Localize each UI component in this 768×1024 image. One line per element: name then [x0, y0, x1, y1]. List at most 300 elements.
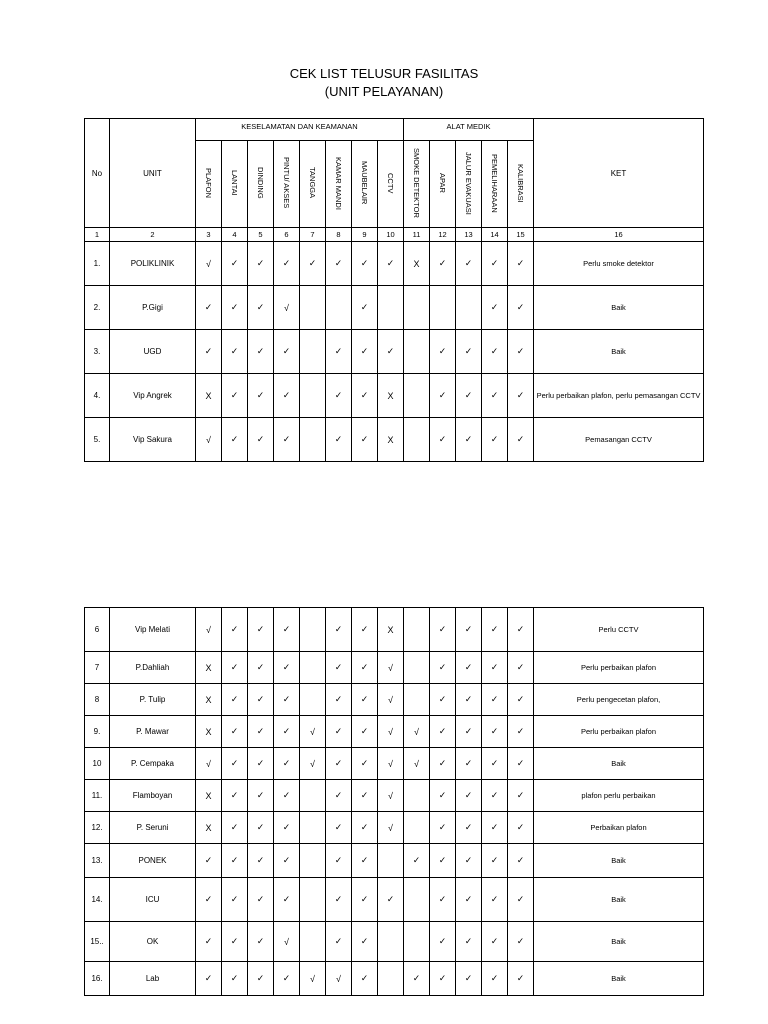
check-mark-cell: ✓	[248, 878, 274, 922]
row-unit: P. Cempaka	[110, 748, 196, 780]
check-mark-cell	[378, 286, 404, 330]
check-mark-cell: √	[274, 286, 300, 330]
check-mark-cell	[300, 374, 326, 418]
check-mark-cell: ✓	[222, 242, 248, 286]
check-mark-cell	[404, 812, 430, 844]
table-row	[85, 922, 704, 962]
check-mark-cell	[300, 684, 326, 716]
check-mark-cell: ✓	[430, 374, 456, 418]
column-number-cell: 5	[248, 228, 274, 242]
header-col-label: TANGGA	[308, 167, 317, 199]
check-mark-cell: ✓	[326, 374, 352, 418]
check-mark-cell: ✓	[326, 812, 352, 844]
check-mark-cell: ✓	[248, 962, 274, 996]
check-mark-cell: √	[196, 748, 222, 780]
check-mark-cell	[404, 878, 430, 922]
check-mark-cell: ✓	[456, 748, 482, 780]
check-mark-cell: ✓	[274, 684, 300, 716]
table-row	[85, 962, 704, 996]
check-mark-cell: √	[378, 652, 404, 684]
check-mark-cell: ✓	[222, 780, 248, 812]
check-mark-cell: ✓	[274, 844, 300, 878]
check-mark-cell: ✓	[508, 812, 534, 844]
check-mark-cell	[404, 330, 430, 374]
column-number-cell: 9	[352, 228, 378, 242]
check-mark-cell: ✓	[456, 330, 482, 374]
table-row	[85, 286, 704, 330]
check-mark-cell: ✓	[508, 242, 534, 286]
check-mark-cell: ✓	[300, 242, 326, 286]
check-mark-cell: √	[378, 780, 404, 812]
header-col-4	[222, 141, 248, 228]
column-number-cell: 8	[326, 228, 352, 242]
header-col-label: DINDING	[256, 167, 265, 199]
check-mark-cell: ✓	[430, 812, 456, 844]
check-mark-cell: ✓	[456, 844, 482, 878]
row-number: 4.	[85, 374, 110, 418]
column-number-cell: 16	[534, 228, 704, 242]
check-mark-cell: √	[404, 716, 430, 748]
header-unit: UNIT	[110, 119, 196, 228]
check-mark-cell: √	[404, 748, 430, 780]
header-no: No	[85, 119, 110, 228]
check-mark-cell: ✓	[274, 330, 300, 374]
table-row	[85, 812, 704, 844]
table-row	[85, 684, 704, 716]
check-mark-cell: ✓	[508, 716, 534, 748]
check-mark-cell: ✓	[430, 962, 456, 996]
check-mark-cell: ✓	[326, 608, 352, 652]
column-number-cell: 14	[482, 228, 508, 242]
row-number: 3.	[85, 330, 110, 374]
check-mark-cell: ✓	[430, 684, 456, 716]
check-mark-cell: ✓	[248, 374, 274, 418]
header-col-3	[196, 141, 222, 228]
check-mark-cell: ✓	[508, 844, 534, 878]
check-mark-cell: ✓	[196, 878, 222, 922]
header-ket: KET	[534, 119, 704, 228]
check-mark-cell: √	[196, 608, 222, 652]
check-mark-cell	[404, 652, 430, 684]
check-mark-cell: ✓	[508, 418, 534, 462]
check-mark-cell: ✓	[326, 684, 352, 716]
table-row	[85, 844, 704, 878]
document-title: CEK LIST TELUSUR FASILITAS	[289, 66, 479, 81]
header-col-6	[274, 141, 300, 228]
check-mark-cell: ✓	[482, 684, 508, 716]
check-mark-cell: ✓	[508, 286, 534, 330]
row-ket: Perlu smoke detektor	[534, 242, 704, 286]
check-mark-cell: √	[378, 716, 404, 748]
check-mark-cell: ✓	[326, 418, 352, 462]
row-ket: Baik	[534, 962, 704, 996]
check-mark-cell: ✓	[222, 844, 248, 878]
header-col-11	[404, 141, 430, 228]
check-mark-cell: ✓	[352, 330, 378, 374]
check-mark-cell: ✓	[508, 962, 534, 996]
check-mark-cell: ✓	[456, 418, 482, 462]
table-row	[85, 748, 704, 780]
column-number-cell: 11	[404, 228, 430, 242]
check-mark-cell: ✓	[482, 716, 508, 748]
check-mark-cell: ✓	[430, 922, 456, 962]
check-mark-cell: ✓	[430, 330, 456, 374]
check-mark-cell: ✓	[248, 748, 274, 780]
check-mark-cell: ✓	[430, 716, 456, 748]
row-ket: Baik	[534, 878, 704, 922]
header-col-9	[352, 141, 378, 228]
check-mark-cell: ✓	[248, 286, 274, 330]
row-unit: UGD	[110, 330, 196, 374]
check-mark-cell: X	[378, 608, 404, 652]
check-mark-cell: ✓	[482, 330, 508, 374]
row-unit: Vip Melati	[110, 608, 196, 652]
check-mark-cell: ✓	[508, 374, 534, 418]
row-number: 14.	[85, 878, 110, 922]
check-mark-cell: ✓	[430, 780, 456, 812]
check-mark-cell: ✓	[222, 748, 248, 780]
column-number-cell: 1	[85, 228, 110, 242]
check-mark-cell: √	[196, 242, 222, 286]
check-mark-cell: ✓	[482, 780, 508, 812]
checklist-table-2	[84, 607, 704, 996]
check-mark-cell: ✓	[352, 748, 378, 780]
table-row	[85, 330, 704, 374]
header-col-7	[300, 141, 326, 228]
check-mark-cell: ✓	[326, 922, 352, 962]
check-mark-cell: ✓	[248, 812, 274, 844]
row-ket: Perbaikan plafon	[534, 812, 704, 844]
check-mark-cell: ✓	[430, 652, 456, 684]
check-mark-cell: √	[300, 748, 326, 780]
check-mark-cell: ✓	[378, 878, 404, 922]
check-mark-cell: ✓	[482, 242, 508, 286]
check-mark-cell: ✓	[404, 844, 430, 878]
check-mark-cell: ✓	[326, 716, 352, 748]
check-mark-cell: ✓	[456, 878, 482, 922]
check-mark-cell: X	[196, 652, 222, 684]
row-unit: Vip Angrek	[110, 374, 196, 418]
check-mark-cell: √	[378, 812, 404, 844]
check-mark-cell: ✓	[456, 652, 482, 684]
check-mark-cell: ✓	[248, 716, 274, 748]
table-row	[85, 780, 704, 812]
check-mark-cell	[404, 418, 430, 462]
check-mark-cell: ✓	[430, 844, 456, 878]
check-mark-cell: ✓	[326, 878, 352, 922]
check-mark-cell	[300, 780, 326, 812]
check-mark-cell: ✓	[222, 878, 248, 922]
header-col-label: JALUR EVAKUASI	[464, 151, 473, 215]
header-col-10	[378, 141, 404, 228]
check-mark-cell: ✓	[404, 962, 430, 996]
check-mark-cell: ✓	[248, 922, 274, 962]
check-mark-cell: ✓	[456, 374, 482, 418]
row-ket: Perlu perbaikan plafon, perlu pemasangan CCTV	[534, 374, 704, 418]
check-mark-cell: ✓	[274, 418, 300, 462]
check-mark-cell: ✓	[274, 242, 300, 286]
row-ket: plafon perlu perbaikan	[534, 780, 704, 812]
check-mark-cell: ✓	[222, 716, 248, 748]
check-mark-cell	[430, 286, 456, 330]
check-mark-cell: ✓	[222, 374, 248, 418]
check-mark-cell: ✓	[222, 684, 248, 716]
check-mark-cell	[300, 418, 326, 462]
check-mark-cell: ✓	[196, 330, 222, 374]
check-mark-cell: ✓	[274, 374, 300, 418]
row-number: 7	[85, 652, 110, 684]
check-mark-cell: ✓	[326, 748, 352, 780]
check-mark-cell: ✓	[430, 748, 456, 780]
row-unit: ICU	[110, 878, 196, 922]
check-mark-cell	[404, 374, 430, 418]
row-number: 2.	[85, 286, 110, 330]
check-mark-cell: ✓	[352, 374, 378, 418]
check-mark-cell: ✓	[222, 962, 248, 996]
row-ket: Pemasangan CCTV	[534, 418, 704, 462]
row-number: 15..	[85, 922, 110, 962]
check-mark-cell: X	[196, 374, 222, 418]
check-mark-cell: ✓	[326, 780, 352, 812]
check-mark-cell: ✓	[196, 844, 222, 878]
check-mark-cell: ✓	[352, 652, 378, 684]
check-mark-cell: ✓	[482, 608, 508, 652]
header-col-14	[482, 141, 508, 228]
check-mark-cell: ✓	[196, 922, 222, 962]
row-unit: Flamboyan	[110, 780, 196, 812]
header-col-label: PEMELIHARAAN	[490, 153, 499, 213]
row-number: 16.	[85, 962, 110, 996]
row-ket: Baik	[534, 844, 704, 878]
header-col-label: APAR	[438, 173, 447, 193]
check-mark-cell: ✓	[430, 608, 456, 652]
check-mark-cell	[300, 878, 326, 922]
check-mark-cell: ✓	[482, 962, 508, 996]
check-mark-cell: X	[196, 780, 222, 812]
check-mark-cell: ✓	[430, 878, 456, 922]
check-mark-cell: ✓	[456, 812, 482, 844]
row-unit: P.Dahliah	[110, 652, 196, 684]
check-mark-cell: ✓	[352, 242, 378, 286]
check-mark-cell: ✓	[482, 922, 508, 962]
check-mark-cell: ✓	[352, 844, 378, 878]
check-mark-cell: ✓	[378, 242, 404, 286]
check-mark-cell: √	[378, 684, 404, 716]
row-number: 13.	[85, 844, 110, 878]
table-row	[85, 418, 704, 462]
row-unit: P. Seruni	[110, 812, 196, 844]
header-col-8	[326, 141, 352, 228]
check-mark-cell: ✓	[222, 286, 248, 330]
check-mark-cell: ✓	[352, 716, 378, 748]
check-mark-cell: ✓	[482, 844, 508, 878]
check-mark-cell	[378, 962, 404, 996]
check-mark-cell: X	[378, 374, 404, 418]
check-mark-cell: ✓	[274, 878, 300, 922]
check-mark-cell: ✓	[508, 330, 534, 374]
check-mark-cell	[456, 286, 482, 330]
check-mark-cell	[300, 330, 326, 374]
header-group-alat-medik: ALAT MEDIK	[404, 119, 534, 141]
row-unit: POLIKLINIK	[110, 242, 196, 286]
check-mark-cell: ✓	[456, 716, 482, 748]
row-number: 9.	[85, 716, 110, 748]
row-number: 11.	[85, 780, 110, 812]
check-mark-cell: ✓	[222, 418, 248, 462]
check-mark-cell: X	[196, 716, 222, 748]
header-col-label: PINTU/ AKSES	[282, 157, 291, 209]
document-subtitle: (UNIT PELAYANAN)	[324, 84, 444, 99]
check-mark-cell: ✓	[508, 684, 534, 716]
header-col-label: KAMAR MANDI	[334, 156, 343, 210]
check-mark-cell: ✓	[352, 608, 378, 652]
check-mark-cell: X	[404, 242, 430, 286]
table-row	[85, 652, 704, 684]
check-mark-cell: ✓	[326, 242, 352, 286]
check-mark-cell: ✓	[274, 962, 300, 996]
check-mark-cell: √	[378, 748, 404, 780]
check-mark-cell: ✓	[274, 716, 300, 748]
row-number: 5.	[85, 418, 110, 462]
check-mark-cell: ✓	[456, 962, 482, 996]
header-col-label: LANTAI	[230, 170, 239, 196]
table-row	[85, 374, 704, 418]
check-mark-cell: ✓	[222, 812, 248, 844]
row-unit: P.Gigi	[110, 286, 196, 330]
check-mark-cell	[404, 684, 430, 716]
row-ket: Baik	[534, 286, 704, 330]
check-mark-cell: ✓	[456, 608, 482, 652]
row-ket: Baik	[534, 330, 704, 374]
check-mark-cell: ✓	[274, 812, 300, 844]
row-ket: Perlu CCTV	[534, 608, 704, 652]
check-mark-cell: ✓	[352, 684, 378, 716]
table-row	[85, 242, 704, 286]
check-mark-cell: ✓	[378, 330, 404, 374]
column-number-cell: 13	[456, 228, 482, 242]
check-mark-cell: ✓	[456, 922, 482, 962]
column-number-cell: 7	[300, 228, 326, 242]
header-col-5	[248, 141, 274, 228]
check-mark-cell: ✓	[482, 812, 508, 844]
column-number-cell: 3	[196, 228, 222, 242]
row-ket: Baik	[534, 922, 704, 962]
check-mark-cell	[300, 286, 326, 330]
check-mark-cell: ✓	[248, 780, 274, 812]
check-mark-cell	[378, 844, 404, 878]
check-mark-cell	[300, 844, 326, 878]
check-mark-cell: X	[196, 684, 222, 716]
column-number-cell: 6	[274, 228, 300, 242]
check-mark-cell	[404, 780, 430, 812]
check-mark-cell: ✓	[274, 652, 300, 684]
column-number-cell: 15	[508, 228, 534, 242]
check-mark-cell: ✓	[248, 418, 274, 462]
check-mark-cell: ✓	[222, 608, 248, 652]
check-mark-cell	[404, 608, 430, 652]
check-mark-cell: ✓	[326, 330, 352, 374]
table-row	[85, 608, 704, 652]
header-col-15	[508, 141, 534, 228]
row-unit: Lab	[110, 962, 196, 996]
row-number: 8	[85, 684, 110, 716]
row-unit: PONEK	[110, 844, 196, 878]
check-mark-cell: ✓	[352, 962, 378, 996]
row-unit: Vip Sakura	[110, 418, 196, 462]
header-col-13	[456, 141, 482, 228]
check-mark-cell	[300, 608, 326, 652]
check-mark-cell: ✓	[326, 844, 352, 878]
row-ket: Perlu pengecetan plafon,	[534, 684, 704, 716]
header-col-label: KALIBRASI	[516, 163, 525, 203]
column-number-cell: 10	[378, 228, 404, 242]
row-ket: Perlu perbaikan plafon	[534, 652, 704, 684]
check-mark-cell: ✓	[222, 922, 248, 962]
header-col-label: CCTV	[386, 172, 395, 194]
row-number: 10	[85, 748, 110, 780]
check-mark-cell: ✓	[352, 418, 378, 462]
header-col-label: MAUBELAIR	[360, 161, 369, 205]
check-mark-cell: ✓	[352, 286, 378, 330]
check-mark-cell: ✓	[482, 418, 508, 462]
check-mark-cell: ✓	[482, 652, 508, 684]
check-mark-cell	[300, 812, 326, 844]
check-mark-cell: ✓	[508, 608, 534, 652]
check-mark-cell: ✓	[352, 780, 378, 812]
check-mark-cell	[378, 922, 404, 962]
check-mark-cell: ✓	[274, 780, 300, 812]
check-mark-cell	[300, 652, 326, 684]
check-mark-cell: ✓	[508, 878, 534, 922]
check-mark-cell: ✓	[456, 780, 482, 812]
check-mark-cell: ✓	[196, 286, 222, 330]
row-number: 1.	[85, 242, 110, 286]
row-unit: P. Mawar	[110, 716, 196, 748]
check-mark-cell: ✓	[248, 242, 274, 286]
check-mark-cell: ✓	[274, 748, 300, 780]
check-mark-cell	[300, 922, 326, 962]
check-mark-cell: ✓	[456, 242, 482, 286]
check-mark-cell: √	[274, 922, 300, 962]
check-mark-cell: ✓	[482, 286, 508, 330]
check-mark-cell: √	[196, 418, 222, 462]
row-ket: Baik	[534, 748, 704, 780]
check-mark-cell: ✓	[196, 962, 222, 996]
header-col-label: SMOKE DETEKTOR	[412, 148, 421, 218]
check-mark-cell: ✓	[248, 844, 274, 878]
row-unit: P. Tulip	[110, 684, 196, 716]
column-number-cell: 4	[222, 228, 248, 242]
check-mark-cell	[404, 286, 430, 330]
check-mark-cell: √	[326, 962, 352, 996]
check-mark-cell	[404, 922, 430, 962]
check-mark-cell: ✓	[248, 330, 274, 374]
checklist-table-1	[84, 118, 704, 462]
check-mark-cell: ✓	[430, 242, 456, 286]
column-number-cell: 2	[110, 228, 196, 242]
check-mark-cell: ✓	[482, 878, 508, 922]
check-mark-cell: √	[300, 716, 326, 748]
header-group-keselamatan: KESELAMATAN DAN KEAMANAN	[196, 119, 404, 141]
check-mark-cell: ✓	[508, 780, 534, 812]
header-col-12	[430, 141, 456, 228]
table-row	[85, 878, 704, 922]
row-number: 12.	[85, 812, 110, 844]
check-mark-cell: ✓	[326, 652, 352, 684]
check-mark-cell: ✓	[508, 748, 534, 780]
check-mark-cell: ✓	[482, 748, 508, 780]
row-ket: Perlu perbaikan plafon	[534, 716, 704, 748]
